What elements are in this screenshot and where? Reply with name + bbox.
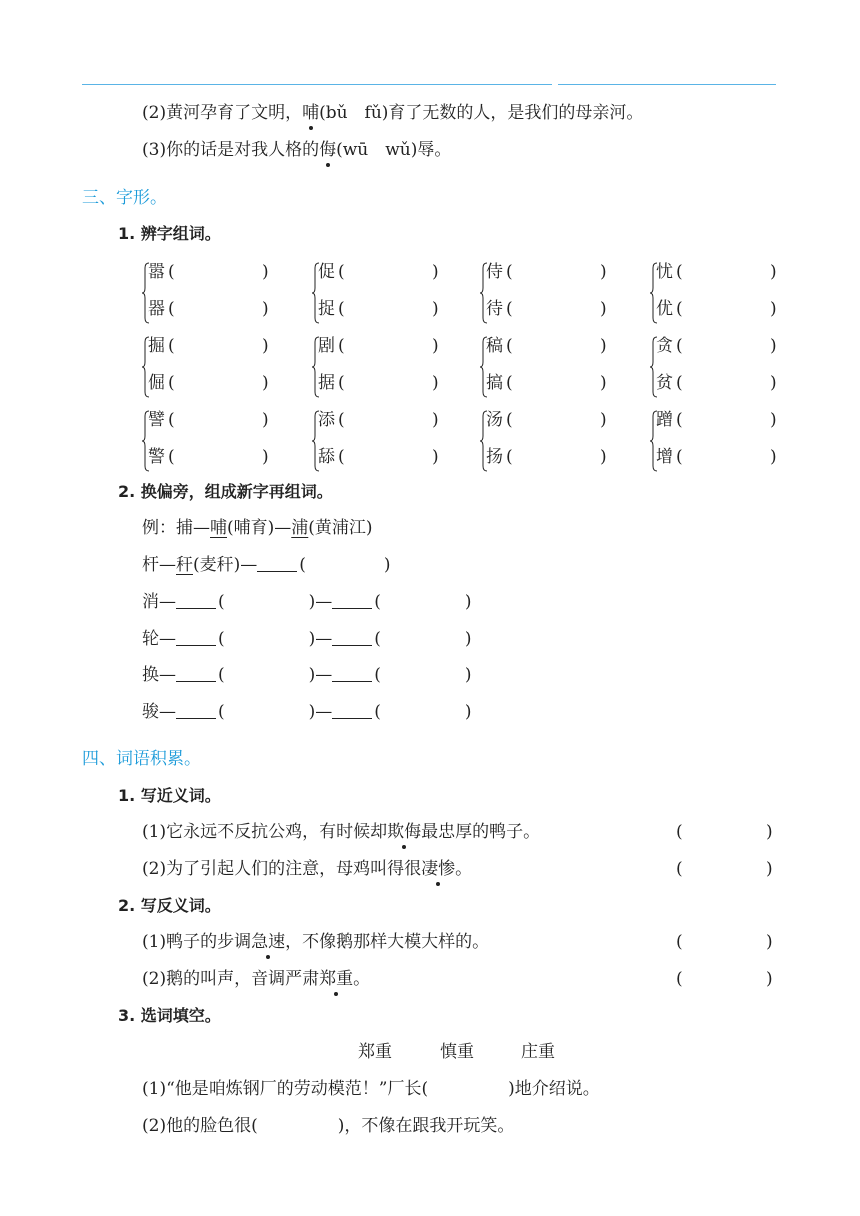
- answer-paren-right: ): [432, 410, 439, 430]
- group-char: 器: [148, 299, 165, 319]
- group-char: 稿: [486, 336, 503, 356]
- synonym-item-2: (2)为了引起人们的注意，母鸡叫得很凄惨。: [142, 859, 473, 879]
- answer-paren-left[interactable]: (: [168, 336, 175, 356]
- group-char: 捉: [318, 299, 335, 319]
- answer-paren-right: ): [432, 299, 439, 319]
- group-char: 增: [656, 447, 673, 467]
- group-char: 侍: [486, 262, 503, 282]
- group-char: 警: [148, 447, 165, 467]
- answer-paren-right: ): [432, 336, 439, 356]
- group-char: 嚣: [148, 262, 165, 282]
- base-char: 骏: [142, 702, 159, 722]
- base-char: 换: [142, 665, 159, 685]
- synonym-answer-1-right: ): [766, 822, 773, 842]
- answer-paren-right: ): [770, 373, 777, 393]
- antonym-answer-1-right: ): [766, 932, 773, 952]
- antonym-item-1: (1)鸭子的步调急速，不像鹅那样大模大样的。: [142, 932, 490, 952]
- answer-paren-left[interactable]: (: [506, 447, 513, 467]
- answer-blank[interactable]: [332, 627, 372, 646]
- group-char: 掘: [148, 336, 165, 356]
- answer-blank[interactable]: [176, 663, 216, 682]
- group-char: 待: [486, 299, 503, 319]
- word-choice-1: 郑重: [358, 1042, 392, 1062]
- antonym-title: 2. 写反义词。: [118, 896, 221, 915]
- base-char: 轮: [142, 629, 159, 649]
- answer-paren-left[interactable]: (: [338, 373, 345, 393]
- answer-paren-left[interactable]: (: [676, 447, 683, 467]
- group-char: 剧: [318, 336, 335, 356]
- group-char: 汤: [486, 410, 503, 430]
- answer-paren-right: ): [262, 299, 269, 319]
- answer-paren-right: ): [262, 410, 269, 430]
- synonym-item-1: (1)它永远不反抗公鸡，有时候却欺侮最忠厚的鸭子。: [142, 822, 541, 842]
- answer-paren-right: ): [770, 410, 777, 430]
- answer-paren-left[interactable]: (: [168, 262, 175, 282]
- group-char: 贫: [656, 373, 673, 393]
- group-char: 扬: [486, 447, 503, 467]
- group-char: 倔: [148, 373, 165, 393]
- header-rule-left: [82, 84, 552, 85]
- question-line-2: (2)黄河孕育了文明，哺(bǔ fǔ)育了无数的人，是我们的母亲河。: [142, 103, 644, 123]
- radical-row: 轮— ( )— ( ): [142, 629, 472, 649]
- radical-line-gan: 杆—秆(麦秆)— ( ): [142, 555, 391, 575]
- answer-paren-right: ): [432, 262, 439, 282]
- answer-paren-left[interactable]: (: [676, 299, 683, 319]
- fill-item-2: (2)他的脸色很( )，不像在跟我开玩笑。: [142, 1116, 515, 1136]
- group-char: 促: [318, 262, 335, 282]
- radical-row: 消— ( )— ( ): [142, 592, 472, 612]
- answer-paren-left[interactable]: (: [676, 336, 683, 356]
- answer-paren-right: ): [770, 299, 777, 319]
- answer-paren-left[interactable]: (: [338, 299, 345, 319]
- group-char: 譬: [148, 410, 165, 430]
- answer-paren-left[interactable]: (: [168, 447, 175, 467]
- group-char: 据: [318, 373, 335, 393]
- answer-blank[interactable]: [176, 700, 216, 719]
- answer-paren-right: ): [770, 336, 777, 356]
- antonym-answer-2-right: ): [766, 969, 773, 989]
- base-char: 消: [142, 592, 159, 612]
- radical-row: 换— ( )— ( ): [142, 665, 472, 685]
- answer-paren-right: ): [770, 447, 777, 467]
- answer-paren-left[interactable]: (: [506, 410, 513, 430]
- answer-blank[interactable]: [332, 700, 372, 719]
- answer-paren-right: ): [600, 336, 607, 356]
- answer-blank[interactable]: [257, 553, 297, 572]
- answer-paren-left[interactable]: (: [168, 299, 175, 319]
- word-choice-3: 庄重: [521, 1042, 555, 1062]
- answer-paren-left[interactable]: (: [506, 336, 513, 356]
- answer-paren-right: ): [600, 299, 607, 319]
- answer-blank[interactable]: [176, 590, 216, 609]
- answer-paren-left[interactable]: (: [168, 410, 175, 430]
- answer-paren-right: ): [262, 336, 269, 356]
- answer-blank[interactable]: [332, 663, 372, 682]
- antonym-answer-2-left[interactable]: (: [676, 969, 683, 989]
- example-line: 例：捕—哺(哺育)—浦(黄浦江): [142, 518, 373, 538]
- antonym-answer-1-left[interactable]: (: [676, 932, 683, 952]
- group-char: 贪: [656, 336, 673, 356]
- answer-paren-left[interactable]: (: [506, 262, 513, 282]
- answer-paren-left[interactable]: (: [506, 299, 513, 319]
- answer-paren-right: ): [432, 447, 439, 467]
- answer-paren-right: ): [262, 373, 269, 393]
- answer-paren-right: ): [262, 262, 269, 282]
- subquestion-1-title: 1. 辨字组词。: [118, 224, 221, 243]
- answer-paren-right: ): [600, 410, 607, 430]
- answer-paren-right: ): [770, 262, 777, 282]
- group-char: 蹭: [656, 410, 673, 430]
- group-char: 添: [318, 410, 335, 430]
- answer-paren-left[interactable]: (: [168, 373, 175, 393]
- answer-paren-right: ): [600, 447, 607, 467]
- answer-paren-left[interactable]: (: [338, 410, 345, 430]
- radical-row: 骏— ( )— ( ): [142, 702, 472, 722]
- group-char: 搞: [486, 373, 503, 393]
- section-title-4: 四、词语积累。: [82, 749, 201, 769]
- answer-paren-left[interactable]: (: [338, 262, 345, 282]
- header-rule-right: [558, 84, 776, 85]
- answer-paren-left[interactable]: (: [676, 410, 683, 430]
- synonym-answer-2-left[interactable]: (: [676, 859, 683, 879]
- answer-paren-left[interactable]: (: [676, 262, 683, 282]
- answer-paren-left[interactable]: (: [506, 373, 513, 393]
- synonym-answer-2-right: ): [766, 859, 773, 879]
- section-title-3: 三、字形。: [82, 188, 167, 208]
- synonym-title: 1. 写近义词。: [118, 786, 221, 805]
- subquestion-2-title: 2. 换偏旁，组成新字再组词。: [118, 482, 333, 501]
- answer-paren-right: ): [600, 373, 607, 393]
- word-choice-2: 慎重: [440, 1042, 474, 1062]
- answer-paren-right: ): [432, 373, 439, 393]
- question-line-3: (3)你的话是对我人格的侮(wū wǔ)辱。: [142, 140, 452, 160]
- answer-paren-left[interactable]: (: [676, 373, 683, 393]
- group-char: 优: [656, 299, 673, 319]
- fill-item-1: (1)“他是咱炼钢厂的劳动模范！”厂长( )地介绍说。: [142, 1079, 600, 1099]
- synonym-answer-1-left[interactable]: (: [676, 822, 683, 842]
- fill-in-title: 3. 选词填空。: [118, 1006, 221, 1025]
- answer-paren-right: ): [600, 262, 607, 282]
- answer-blank[interactable]: [332, 590, 372, 609]
- answer-blank[interactable]: [176, 627, 216, 646]
- answer-paren-right: ): [262, 447, 269, 467]
- group-char: 忧: [656, 262, 673, 282]
- group-char: 舔: [318, 447, 335, 467]
- answer-paren-left[interactable]: (: [338, 447, 345, 467]
- antonym-item-2: (2)鹅的叫声，音调严肃郑重。: [142, 969, 371, 989]
- answer-paren-left[interactable]: (: [338, 336, 345, 356]
